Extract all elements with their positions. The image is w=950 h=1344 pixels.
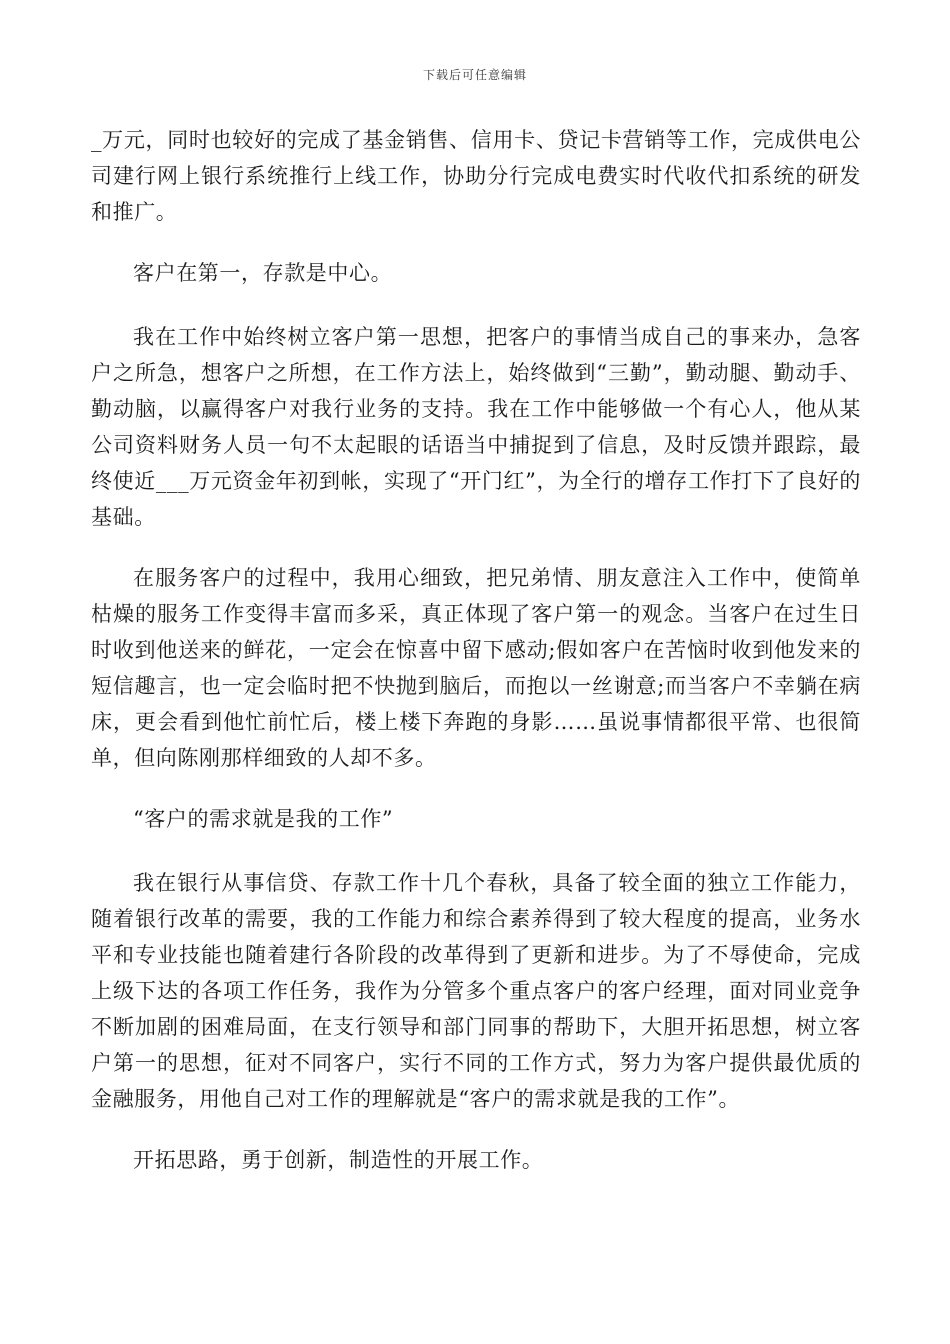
- paragraph-continuation: _万元，同时也较好的完成了基金销售、信用卡、贷记卡营销等工作，完成供电公司建行网上银行系统推行上线工作，协助分行完成电费实时代收代扣系统的研发和推广。: [91, 128, 861, 224]
- document-body: [91, 122, 861, 1206]
- paragraph-work-experience: 我在银行从事信贷、存款工作十几个春秋，具备了较全面的独立工作能力，随着银行改革的需要，我的工作能力和综合素养得到了较大程度的提高，业务水平和专业技能也随着建行各阶段的改革得到了更新和进步。为了不辱使命，完成上级下达的各项工作任务，我作为分管多个重点客户的客户经理，面对同业竞争不断加剧的困难局面，在支行领导和部门同事的帮助下，大胆开拓思想，树立客户第一的思想，征对不同客户，实行不同的工作方式，努力为客户提供最优质的金融服务，用他自己对工作的理解就是“客户的需求就是我的工作”。: [91, 871, 861, 1111]
- paragraph-heading-innovation: 开拓思路，勇于创新，制造性的开展工作。: [133, 1148, 544, 1172]
- paragraph-customer-thinking: 我在工作中始终树立客户第一思想，把客户的事情当成自己的事来办，急客户之所急，想客户之所想，在工作方法上，始终做到“三勤”，勤动腿、勤动手、勤动脑，以赢得客户对我行业务的支持。我在工作中能够做一个有心人，他从某公司资料财务人员一句不太起眼的话语当中捕捉到了信息，及时反馈并跟踪，最终使近___万元资金年初到帐，实现了“开门红”，为全行的增存工作打下了良好的基础。: [91, 325, 861, 529]
- paragraph-heading-customer-first: 客户在第一，存款是中心。: [133, 261, 393, 285]
- page-header: 下载后可任意编辑: [422, 68, 527, 82]
- paragraph-heading-customer-needs: “客户的需求就是我的工作”: [133, 807, 394, 831]
- paragraph-service-details: 在服务客户的过程中，我用心细致，把兄弟情、朋友意注入工作中，使简单枯燥的服务工作变得丰富而多采，真正体现了客户第一的观念。当客户在过生日时收到他送来的鲜花，一定会在惊喜中留下感动;假如客户在苦恼时收到他发来的短信趣言，也一定会临时把不快抛到脑后，而抱以一丝谢意;而当客户不幸躺在病床，更会看到他忙前忙后，楼上楼下奔跑的身影……虽说事情都很平常、也很简单，但向陈刚那样细致的人却不多。: [91, 566, 861, 770]
